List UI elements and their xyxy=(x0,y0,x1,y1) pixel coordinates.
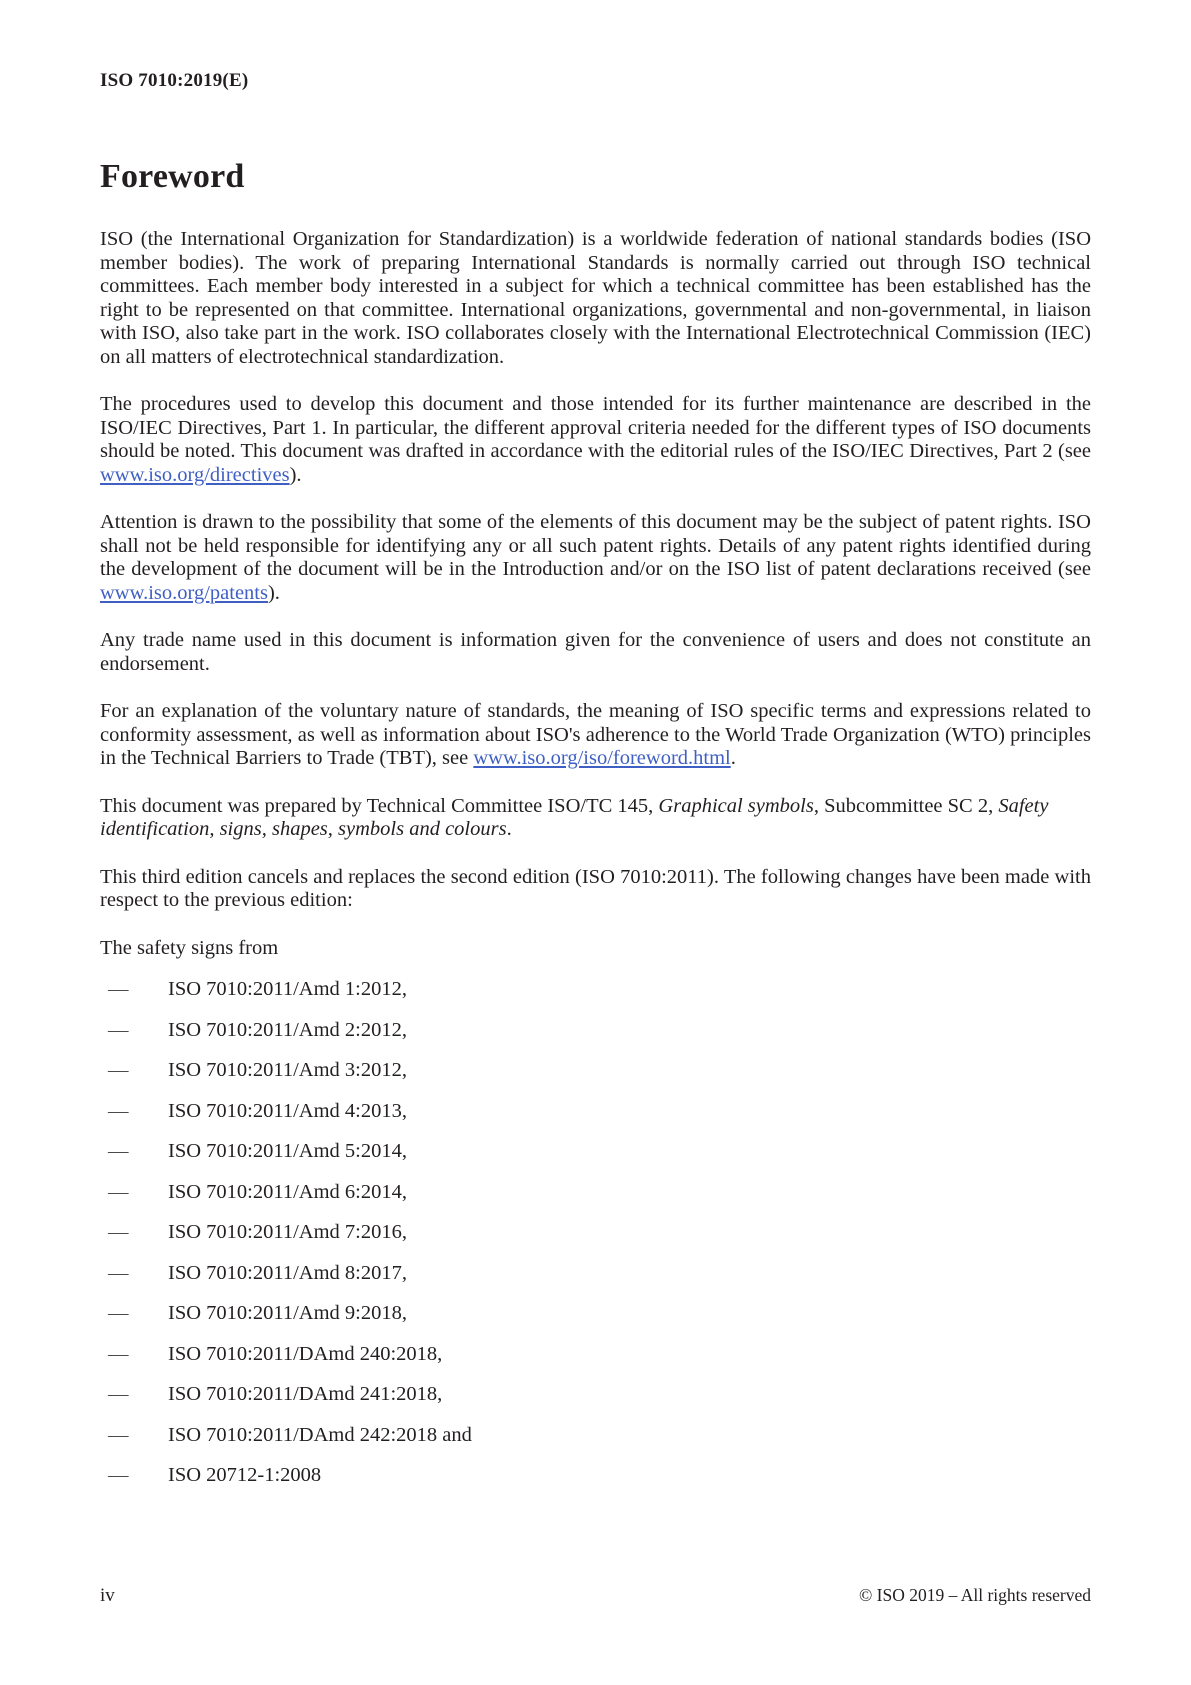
paragraph-safety-signs-from: The safety signs from xyxy=(100,936,279,959)
paragraph-voluntary-nature xyxy=(100,700,1091,771)
paragraph-iso-description: ISO (the International Organization for Standardization) is a worldwide federation of national standards bodies (ISO member bodies). The work of preparing International Standards is normally carried out through ISO technical committees. Each member body interested in a subject for which a technical committee has been established has the right to be represented on that committee. International organizations, governmental and non-governmental, in liaison with ISO, also take part in the work. ISO collaborates closely with the International Electrotechnical Commission (IEC) on all matters of electrotechnical standardization. xyxy=(100,228,1091,368)
list-item xyxy=(100,1140,1091,1164)
tc-text-before: This document was prepared by Technical Committee ISO/TC 145, xyxy=(100,794,659,817)
paragraph-voluntary-nature-text-after: . xyxy=(730,747,736,769)
dash-marker: — xyxy=(108,1342,129,1365)
paragraph-technical-committee xyxy=(100,795,1091,842)
list-item xyxy=(100,1221,1091,1245)
tc-title-graphical-symbols: Graphical symbols xyxy=(658,794,814,817)
tc-text-after: . xyxy=(506,818,512,840)
list-item-label: ISO 7010:2011/DAmd 241:2018, xyxy=(168,1383,443,1405)
dash-marker: — xyxy=(108,1423,129,1446)
dash-marker: — xyxy=(108,1302,129,1324)
paragraph-voluntary-nature-text-before: For an explanation of the voluntary nature of standards, the meaning of ISO specific terms and expressions related to conformity assessment, as well as information about ISO's adherence to the World Trade Organization (WTO) principles in the Technical Barriers to Trade (TBT), see xyxy=(100,700,1091,769)
dash-marker: — xyxy=(108,1180,129,1203)
list-item-label: ISO 7010:2011/Amd 1:2012, xyxy=(168,978,407,1000)
list-item xyxy=(100,1262,1091,1286)
list-item xyxy=(100,1181,1091,1205)
link-iso-directives[interactable]: www.iso.org/directives xyxy=(100,463,290,486)
list-item-label: ISO 20712-1:2008 xyxy=(168,1464,322,1486)
page-title: Foreword xyxy=(100,158,245,195)
page-footer xyxy=(100,1585,1091,1607)
page-number: iv xyxy=(100,1585,115,1606)
dash-marker: — xyxy=(108,1383,129,1405)
list-item xyxy=(100,1424,1091,1448)
link-iso-foreword-html[interactable]: www.iso.org/iso/foreword.html xyxy=(473,747,731,769)
paragraph-procedures-text-after: ). xyxy=(289,463,302,486)
list-item-label: ISO 7010:2011/Amd 6:2014, xyxy=(168,1180,407,1203)
dash-marker: — xyxy=(108,1140,129,1162)
list-item-label: ISO 7010:2011/Amd 7:2016, xyxy=(168,1221,407,1243)
dash-marker: — xyxy=(108,1261,129,1284)
list-item-label: ISO 7010:2011/Amd 5:2014, xyxy=(168,1140,407,1162)
tc-title-safety-identification: Safety identification, signs, shapes, symbols and colours xyxy=(100,794,1049,840)
list-item xyxy=(100,978,1091,1002)
list-item-label: ISO 7010:2011/Amd 9:2018, xyxy=(168,1302,407,1324)
list-item xyxy=(100,1100,1091,1124)
dash-marker: — xyxy=(108,1018,129,1041)
paragraph-procedures-text-before: The procedures used to develop this document and those intended for its further maintenance are described in the ISO/IEC Directives, Part 1. In particular, the different approval criteria needed for the different types of ISO documents should be noted. This document was drafted in accordance with the editorial rules of the ISO/IEC Directives, Part 2 (see xyxy=(100,393,1091,462)
copyright-notice: © ISO 2019 – All rights reserved xyxy=(858,1585,1091,1605)
list-item-label: ISO 7010:2011/Amd 4:2013, xyxy=(168,1099,407,1122)
dash-marker: — xyxy=(108,1221,129,1243)
running-head: ISO 7010:2019(E) xyxy=(100,70,249,91)
dash-marker: — xyxy=(108,1099,129,1122)
dash-marker: — xyxy=(108,1464,129,1486)
list-item-label: ISO 7010:2011/Amd 2:2012, xyxy=(168,1018,407,1041)
list-item xyxy=(100,1464,1091,1488)
paragraph-patent-rights-text-after: ). xyxy=(267,581,280,604)
amendments-list xyxy=(100,978,1091,1488)
list-item-label: ISO 7010:2011/Amd 3:2012, xyxy=(168,1059,407,1081)
dash-marker: — xyxy=(108,1059,129,1081)
paragraph-third-edition: This third edition cancels and replaces the second edition (ISO 7010:2011). The following changes have been made with respect to the previous edition: xyxy=(100,865,1091,911)
list-item xyxy=(100,1019,1091,1043)
paragraph-patent-rights-text-before: Attention is drawn to the possibility that some of the elements of this document may be the subject of patent rights. ISO shall not be held responsible for identifying any or all such patent rights. Details of any patent rights identified during the development of the document will be in the Introduction and/or on the ISO list of patent declarations received (see xyxy=(100,511,1091,580)
list-item-label: ISO 7010:2011/Amd 8:2017, xyxy=(168,1261,407,1284)
list-item xyxy=(100,1343,1091,1367)
link-iso-patents[interactable]: www.iso.org/patents xyxy=(100,581,268,604)
paragraph-trade-name: Any trade name used in this document is information given for the convenience of users and does not constitute an endorsement. xyxy=(100,629,1091,675)
list-item xyxy=(100,1302,1091,1326)
tc-text-middle: , Subcommittee SC 2, xyxy=(813,794,999,817)
list-item xyxy=(100,1383,1091,1407)
dash-marker: — xyxy=(108,978,129,1000)
list-item-label: ISO 7010:2011/DAmd 240:2018, xyxy=(168,1342,443,1365)
list-item-label: ISO 7010:2011/DAmd 242:2018 and xyxy=(168,1423,472,1446)
list-item xyxy=(100,1059,1091,1083)
paragraph-procedures xyxy=(100,393,1091,487)
paragraph-patent-rights xyxy=(100,511,1091,605)
